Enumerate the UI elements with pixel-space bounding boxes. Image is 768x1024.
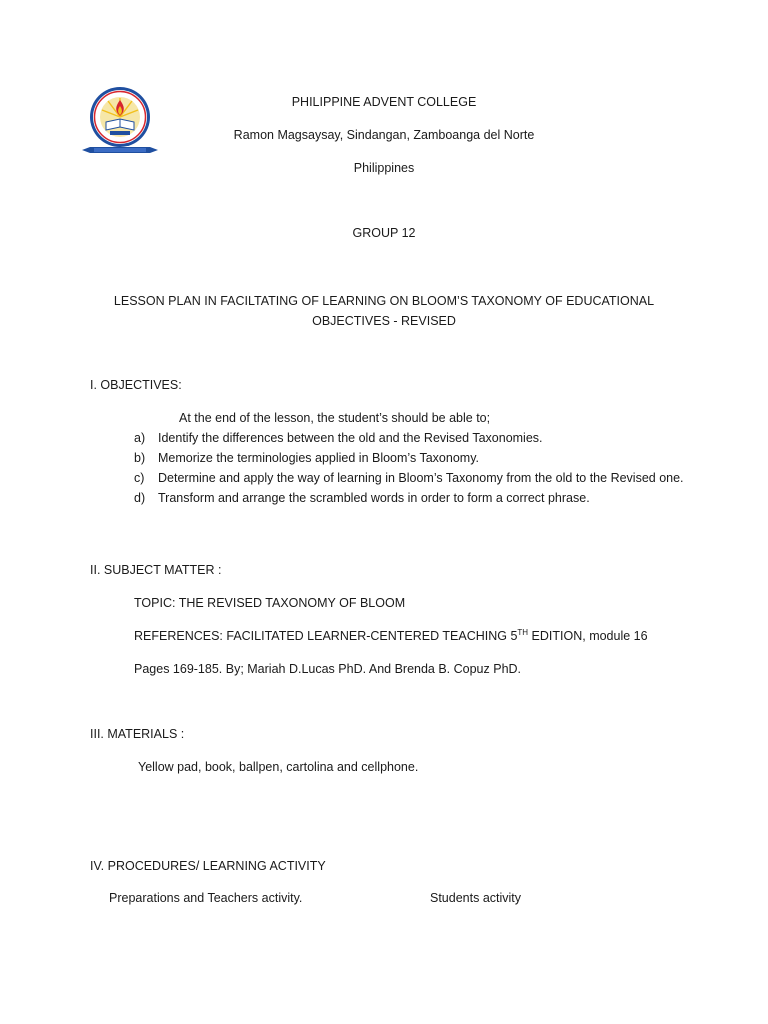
references-prefix: REFERENCES: FACILITATED LEARNER-CENTERED TEACHING 5	[134, 629, 518, 643]
materials-text: Yellow pad, book, ballpen, cartolina and cellphone.	[138, 760, 419, 774]
student-activity-column-header: Students activity	[430, 891, 522, 905]
list-marker: c)	[134, 471, 145, 485]
list-item-text: Determine and apply the way of learning in Bloom’s Taxonomy from the old to the Revised one.	[158, 471, 684, 485]
references-superscript: TH	[517, 627, 529, 637]
references-line	[134, 629, 648, 643]
objectives-heading: I. OBJECTIVES:	[90, 378, 182, 392]
group-label: GROUP 12	[352, 226, 416, 240]
objectives-list	[134, 428, 694, 508]
college-name: PHILIPPINE ADVENT COLLEGE	[291, 95, 477, 109]
materials-heading: III. MATERIALS :	[90, 727, 185, 741]
list-item	[134, 468, 694, 488]
list-marker: a)	[134, 431, 146, 445]
list-item-text: Identify the differences between the old and the Revised Taxonomies.	[158, 431, 543, 445]
list-marker: b)	[134, 451, 146, 465]
list-marker: d)	[134, 491, 146, 505]
procedures-heading: IV. PROCEDURES/ LEARNING ACTIVITY	[90, 859, 326, 873]
objectives-intro: At the end of the lesson, the student’s should be able to;	[179, 411, 491, 425]
list-item	[134, 448, 694, 468]
list-item	[134, 428, 694, 448]
college-country: Philippines	[353, 161, 415, 175]
list-item	[134, 488, 694, 508]
teacher-activity-column-header: Preparations and Teachers activity.	[109, 891, 303, 905]
topic-line: TOPIC: THE REVISED TAXONOMY OF BLOOM	[134, 596, 406, 610]
references-suffix: EDITION, module 16	[528, 629, 648, 643]
list-item-text: Memorize the terminologies applied in Bloom’s Taxonomy.	[158, 451, 479, 465]
lesson-plan-title: LESSON PLAN IN FACILTATING OF LEARNING ON BLOOM’S TAXONOMY OF EDUCATIONAL OBJECTIVES - REVISED	[113, 294, 655, 328]
subject-matter-heading: II. SUBJECT MATTER :	[90, 563, 222, 577]
pages-line: Pages 169-185. By; Mariah D.Lucas PhD. And Brenda B. Copuz PhD.	[134, 662, 522, 676]
college-address: Ramon Magsaysay, Sindangan, Zamboanga del Norte	[233, 128, 535, 142]
list-item-text: Transform and arrange the scrambled words in order to form a correct phrase.	[158, 491, 590, 505]
